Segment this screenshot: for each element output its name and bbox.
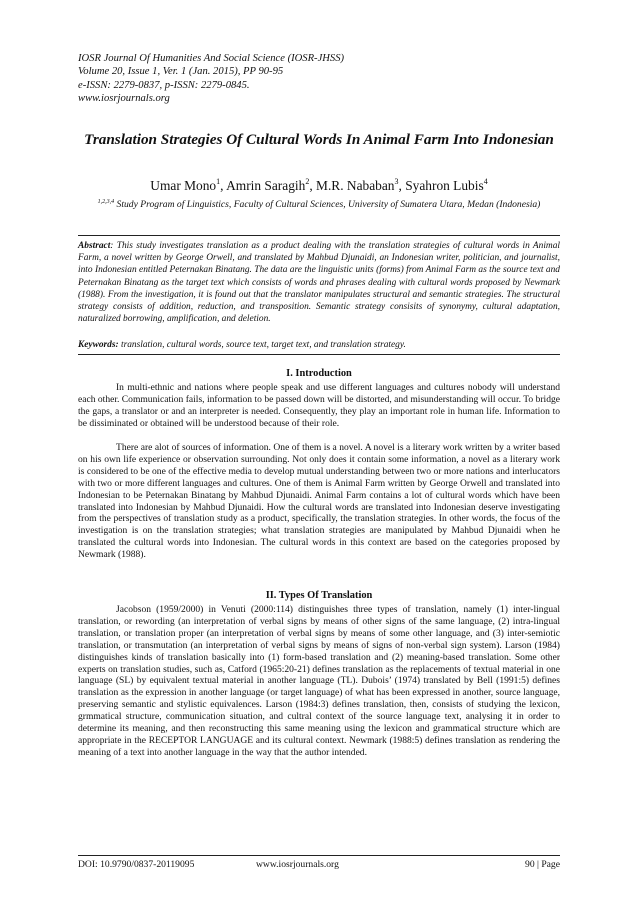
abstract-text: : This study investigates translation as a product dealing with the translation strategies of cultural words in Animal Farm, a novel written by George Orwell, and translated by Mahbud Djunaidi, an Indonesian writer, politician, and journalist, into Indonesian entitled Peternakan Binatang. The data are the linguistic units (forms) from Animal Farm as the source text and Peternakan Binatang as the target text which consists of words and phrases dealing with cultural words proposed by Newmark (1988). From the investigation, it is found out that the translator manipulates structural and semantic strategies. The structural strategy consists of addition, reduction, and transposition. Semantic strategy consisits of synonymy, cultural adaptation, naturalized borrowing, amplification, and deletion. xyxy=(78,241,560,325)
author-name: M.R. Nababan xyxy=(316,178,395,193)
section-heading-types-of-translation: II. Types Of Translation xyxy=(265,590,373,601)
author-name: Amrin Saragih xyxy=(226,178,306,193)
paragraph-text: There are alot of sources of information. One of them is a novel. A novel is a literary work written by a writer based on his own life experience or observation surrounding. Not only does it contain some information, a novel as a literary work is considered to be one of the effective media to develop mutual understanding between two or more nations and interlucators with two or more different languages and cultures. One of them is Animal Farm written by George Orwell and translated into Indonesian to be Peternakan Binatang by Mahbud Djunaidi. Animal Farm contains a lot of cultural words which have been translated into Indonesian by Mahbud Djunaidi. How the cultural words are translated into Indonesian deserve investigating from the perspectives of translation study as a product, specifically, the translation strategies. In other words, the focus of the investigation is on the translation strategies; what translation strategies are manipulated by Mahbud Djunaidi when he translated the cultural words into Indonesian. The cultural words in this context are based on the categories proposed by Newmark (1988). xyxy=(78,442,560,561)
keywords xyxy=(78,339,560,351)
affiliation xyxy=(70,199,568,212)
author-list: Umar Mono$^1$, Amrin Saragih$^2$, M.R. Nababan$^3$, Syahron Lubis$^4$ xyxy=(150,177,488,193)
keywords-label: Keywords: xyxy=(78,340,119,350)
author-sup: 2 xyxy=(305,177,310,186)
author-name: Umar Mono xyxy=(150,178,217,193)
footer-rule xyxy=(78,855,560,856)
journal-issn: e-ISSN: 2279-0837, p-ISSN: 2279-0845. xyxy=(78,79,250,91)
journal-header xyxy=(78,52,558,106)
paragraph-text: In multi-ethnic and nations where people speak and use different languages and cultures nobody will understand each other. Communication fails, information to be passed down will be distorted, and misunderstanding will occur. To bridge the gaps, a translator or and an interpreter is needed. Consequently, they play an important role in human life. Information to be dissiminated or obtained will be understood because of their role. xyxy=(78,382,560,429)
journal-name: IOSR Journal Of Humanities And Social Science (IOSR-JHSS) xyxy=(78,53,345,64)
abstract-top-rule xyxy=(78,235,560,236)
author-sup: 3 xyxy=(394,177,399,186)
paper-title: Translation Strategies Of Cultural Words In Animal Farm Into Indonesian xyxy=(84,131,554,148)
footer-doi: DOI: 10.9790/0837-20119095 xyxy=(78,859,195,870)
journal-website-link[interactable]: www.iosrjournals.org xyxy=(78,93,170,105)
affiliation-text: Study Program of Linguistics, Faculty of Cultural Sciences, University of Sumatera Utara, Medan (Indonesia) xyxy=(114,199,541,210)
paragraph xyxy=(78,382,560,430)
abstract xyxy=(78,240,560,325)
author-sup: 1 xyxy=(216,177,221,186)
keywords-text: translation, cultural words, source text, target text, and translation strategy. xyxy=(118,340,406,350)
paragraph xyxy=(78,442,560,561)
footer-website-link[interactable]: www.iosrjournals.org xyxy=(256,859,339,870)
journal-volume: Volume 20, Issue 1, Ver. 1 (Jan. 2015), PP 90-95 xyxy=(78,66,284,78)
abstract-label: Abstract xyxy=(78,241,111,251)
affiliation-sup: 1,2,3,4 xyxy=(97,199,115,205)
paragraph xyxy=(78,604,560,759)
author-sup: 4 xyxy=(483,177,488,186)
abstract-bottom-rule xyxy=(78,354,560,355)
section-heading-introduction: I. Introduction xyxy=(286,368,352,379)
paragraph-text: Jacobson (1959/2000) in Venuti (2000:114) distinguishes three types of translation, namely (1) inter-lingual translation, or rewording (an interpretation of verbal signs by means of other signs of the same language, (2) intra-lingual translation, or translation proper (an interpretation of verbal signs by means of some other language, and (3) inter-semiotic translation, or transmutation (an interpretation of verbal signs by means of signs of non-verbal sign system). Larson (1984) distinguishes kinds of translation basically into (1) form-based translation and (2) meaning-based translation. Some other experts on translation studies, such as, Catford (1965:20-21) defines translation as the replacements of textual material in one language (SL) by equivalent textual material in another language (TL). Dubois’ (1974) translated by Bell (1991:5) defines translation as the expression in another language (or target language) of what has been expressed in another, source language, preserving semantic and stylistic equivalences. Larson (1984:3) defines translation, then, consists of studying the lexicon, grmmatical structure, communication situation, and cultral context of the source language text, analysing it in order to determine its meaning, and then reconstructing this same meaning using the lexicon and grammatical structure which are appropriate in the RECEPTOR LANGUAGE and its cultural context. Newmark (1988:5) defines translation as rendering the meaning of a text into another language in the way that the author intended. xyxy=(78,604,560,758)
author-name: Syahron Lubis xyxy=(405,178,484,193)
footer-page-number: 90 | Page xyxy=(525,859,560,870)
